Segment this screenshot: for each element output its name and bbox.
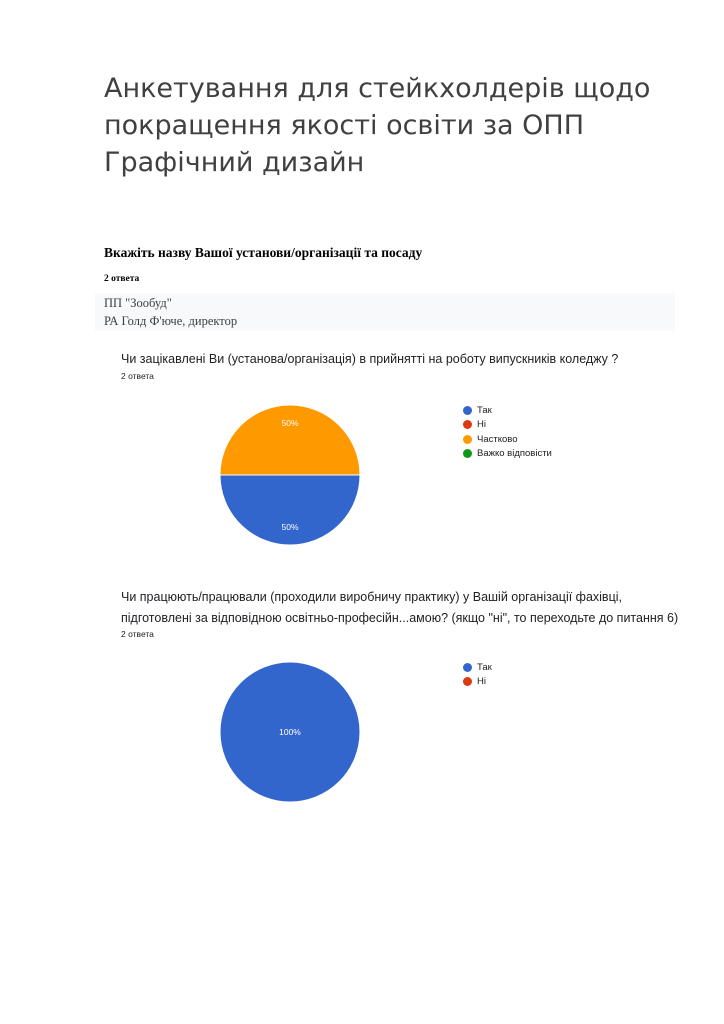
pie-slice-label: 100% xyxy=(279,727,301,737)
question-2-response-count: 2 ответа xyxy=(121,371,154,381)
question-3-legend xyxy=(463,660,492,689)
legend-swatch xyxy=(463,449,472,458)
legend-swatch xyxy=(463,420,472,429)
question-3-title-line-2: підготовлені за відповідною освітньо-професійн...амою? (якщо "ні", то переходьте до питання 6) xyxy=(121,611,679,625)
legend-label: Ні xyxy=(477,676,486,688)
legend-label: Важко відповісти xyxy=(477,448,552,460)
legend-item-ні xyxy=(463,675,492,690)
legend-swatch xyxy=(463,435,472,444)
legend-item-так xyxy=(463,403,552,418)
question-1-response-count: 2 ответа xyxy=(104,274,140,284)
question-2-title: Чи зацікавлені Ви (установа/організація) в прийнятті на роботу випускників коледжу ? xyxy=(121,352,619,366)
question-3-pie-chart xyxy=(200,652,380,812)
document-title: Анкетування для стейкхолдерів щодо покращення якості освіти за ОПП Графічний дизайн xyxy=(104,73,651,178)
legend-label: Частково xyxy=(477,433,518,445)
legend-item-частково xyxy=(463,432,552,447)
pie-slice-частково xyxy=(220,405,360,475)
question-3-response-count: 2 ответа xyxy=(121,629,154,639)
question-3-title-line-1: Чи працюють/працювали (проходили виробничу практику) у Вашій організації фахівці, xyxy=(121,590,622,604)
legend-item-так xyxy=(463,660,492,675)
pie-slice-label: 50% xyxy=(281,418,299,429)
question-1-answer-list xyxy=(95,293,675,331)
legend-swatch xyxy=(463,677,472,686)
legend-swatch xyxy=(463,406,472,415)
legend-label: Так xyxy=(477,661,492,673)
answer-item: ПП "Зообуд" xyxy=(104,296,172,310)
question-2-pie-chart xyxy=(200,395,380,555)
legend-label: Так xyxy=(477,404,492,416)
pie-slice-так xyxy=(220,475,360,545)
legend-item-важко-відповісти xyxy=(463,447,552,462)
pie-slice-label: 50% xyxy=(281,521,299,532)
legend-item-ні xyxy=(463,418,552,433)
question-1-title: Вкажіть назву Вашої установи/організації та посаду xyxy=(104,245,423,260)
legend-label: Ні xyxy=(477,419,486,431)
answer-item: РА Голд Ф'юче, директор xyxy=(104,314,238,328)
question-2-legend xyxy=(463,403,552,461)
legend-swatch xyxy=(463,663,472,672)
